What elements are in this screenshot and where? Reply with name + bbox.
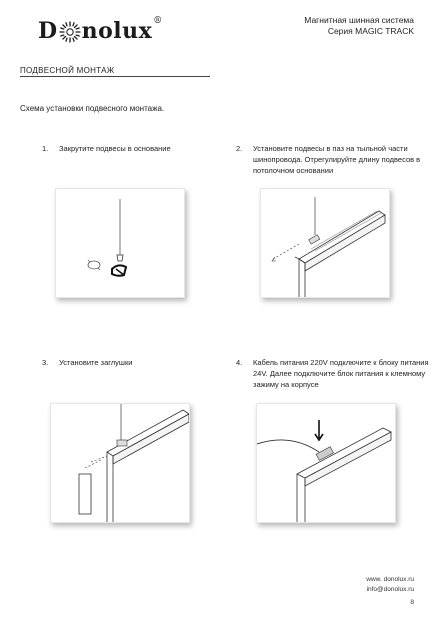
illustration-step-3: [50, 403, 190, 523]
header-series: Серия MAGIC TRACK: [327, 26, 414, 36]
illustration-step-2: [260, 188, 390, 298]
brand-letter: D: [38, 18, 58, 44]
step-text: Закрутите подвесы в основание: [59, 144, 171, 153]
section-title: ПОДВЕСНОЙ МОНТАЖ: [20, 66, 115, 75]
step-text: Установите подвесы в паз на тыльной части шинопровода. Отрегулируйте длину подвесов в потолочном основании: [253, 144, 421, 175]
step-text: Кабель питания 220V подключите к блоку питания 24V. Далее подключите блок питания к клемному зажиму на корпусе: [253, 358, 429, 389]
step-number: 3.: [42, 358, 49, 367]
footer-email: info@donolux.ru: [366, 586, 414, 593]
step-1: [42, 143, 212, 167]
brand-name: nolux: [81, 18, 153, 44]
suspension-hook-illustration: [56, 189, 184, 297]
header-system: Магнитная шинная система: [304, 15, 414, 25]
registered-mark: ®: [153, 16, 163, 26]
brand-logo: [38, 18, 163, 44]
step-3: [42, 357, 212, 371]
track-groove-illustration: [261, 189, 389, 297]
step-text: Установите заглушки: [59, 358, 133, 367]
step-4: [236, 357, 429, 393]
power-connection-illustration: [257, 404, 395, 522]
sun-logo-icon: [59, 21, 81, 43]
step-number: 1.: [42, 144, 49, 153]
step-number: 2.: [236, 144, 243, 153]
scheme-caption: Схема установки подвесного монтажа.: [20, 104, 165, 113]
illustration-step-1: [55, 188, 185, 298]
footer-website: www. donolux.ru: [366, 576, 414, 583]
section-divider: [20, 76, 210, 77]
page-number: 8: [410, 599, 414, 606]
illustration-step-4: [256, 403, 396, 523]
step-2: [236, 143, 426, 179]
end-cap-illustration: [51, 404, 189, 522]
step-number: 4.: [236, 358, 243, 367]
